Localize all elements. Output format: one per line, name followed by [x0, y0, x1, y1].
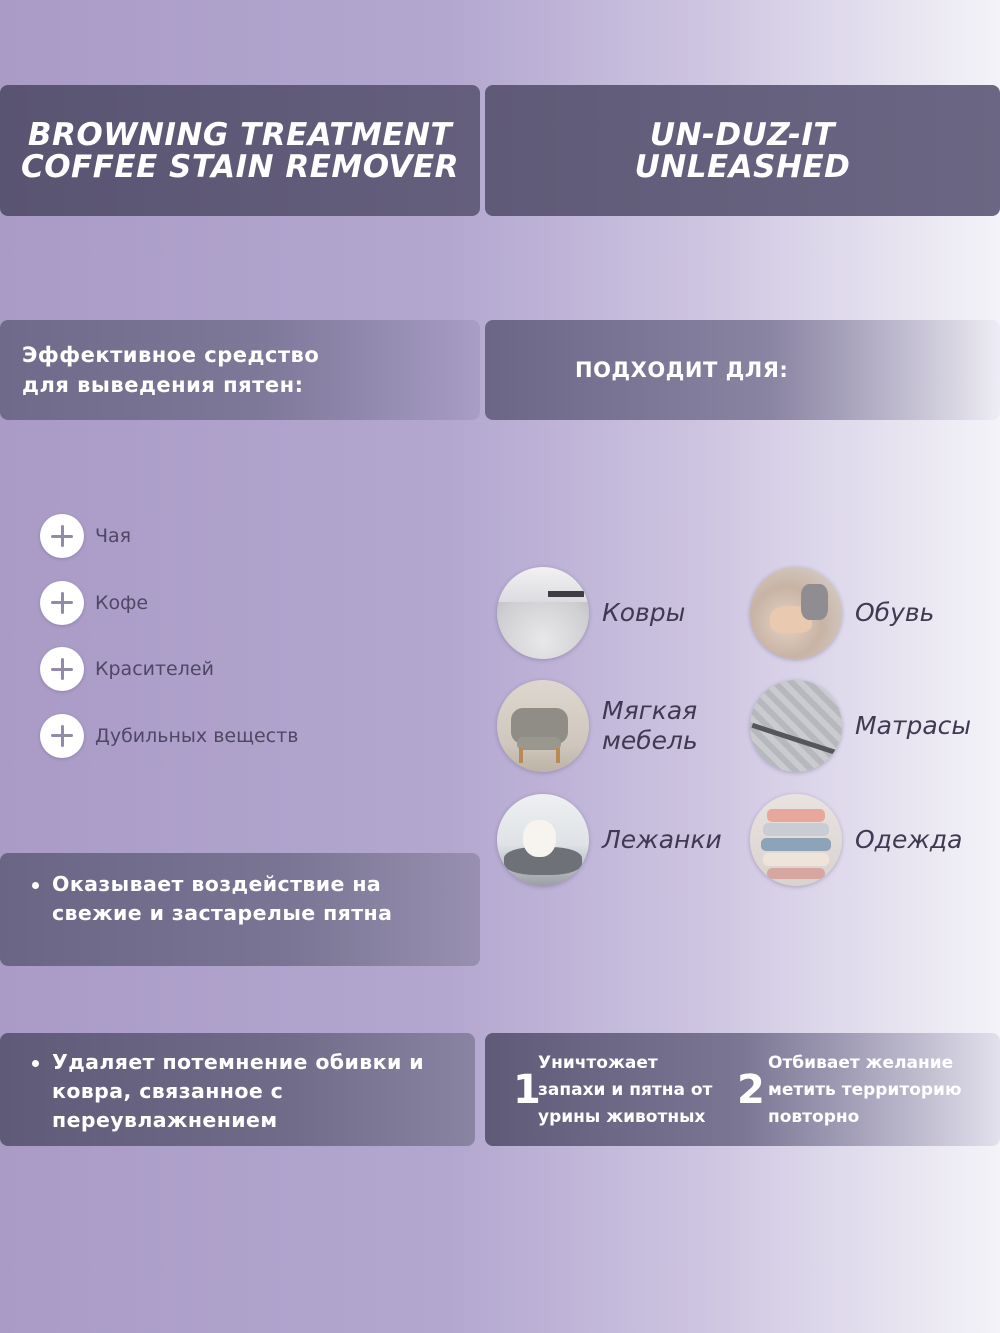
- usage-item-carpets: [497, 567, 685, 659]
- stain-label: Красителей: [95, 658, 214, 680]
- stain-heading-panel: [0, 320, 480, 420]
- armchair-photo-icon: [497, 680, 589, 772]
- product-title-line-1: BROWNING TREATMENT: [27, 116, 453, 153]
- usage-label: Лежанки: [602, 825, 722, 854]
- list-item: [40, 581, 298, 625]
- mattress-photo-icon: [750, 680, 842, 772]
- suitable-for-panel: [485, 320, 1000, 420]
- plus-icon: [40, 514, 84, 558]
- benefit-number: 2: [737, 1067, 765, 1113]
- usage-item-mattresses: [750, 680, 971, 772]
- feature-text: Удаляет потемнение обивки и ковра, связанное с переувлажнением: [52, 1048, 452, 1135]
- product-title-line-2: COFFEE STAIN REMOVER: [20, 148, 460, 185]
- benefit-number: 1: [513, 1067, 541, 1113]
- usage-label: Обувь: [855, 598, 935, 627]
- suitable-for-heading: ПОДХОДИТ ДЛЯ:: [575, 358, 789, 382]
- usage-item-shoes: [750, 567, 934, 659]
- shoes-photo-icon: [750, 567, 842, 659]
- carpet-photo-icon: [497, 567, 589, 659]
- feature-panel-fresh-stains: [0, 853, 480, 966]
- product-title-panel-right: [485, 85, 1000, 216]
- usage-item-clothes: [750, 794, 962, 886]
- stain-label: Кофе: [95, 591, 149, 614]
- pet-benefits-panel: [485, 1033, 1000, 1146]
- pet-bed-photo-icon: [497, 794, 589, 886]
- list-item: [40, 514, 298, 558]
- usage-item-upholstery: [497, 680, 698, 772]
- clothes-photo-icon: [750, 794, 842, 886]
- plus-icon: [40, 647, 84, 691]
- usage-label: Одежда: [855, 825, 963, 854]
- stain-heading-line-2: для выведения пятен:: [22, 373, 304, 397]
- benefit-text: Уничтожает запахи и пятна от урины животных: [538, 1053, 713, 1127]
- usage-label: Матрасы: [855, 711, 972, 740]
- stain-list: [40, 514, 298, 780]
- usage-label: Ковры: [602, 598, 686, 627]
- brand-title-line-1: UN-DUZ-IT: [649, 116, 836, 153]
- brand-title-line-2: UNLEASHED: [634, 148, 851, 185]
- usage-item-pet-beds: [497, 794, 722, 886]
- stain-heading-line-1: Эффективное средство: [22, 343, 320, 367]
- list-item: [40, 647, 298, 691]
- usage-label: Мягкая мебель: [602, 696, 698, 755]
- list-item: [40, 714, 298, 758]
- product-title-panel-left: [0, 85, 480, 216]
- feature-panel-browning: [0, 1033, 475, 1146]
- plus-icon: [40, 581, 84, 625]
- benefit-text: Отбивает желание метить территорию повторно: [768, 1053, 962, 1127]
- stain-label: Чая: [95, 525, 132, 547]
- feature-text: Оказывает воздействие на свежие и застарелые пятна: [52, 870, 452, 928]
- plus-icon: [40, 714, 84, 758]
- stain-label: Дубильных веществ: [95, 724, 299, 747]
